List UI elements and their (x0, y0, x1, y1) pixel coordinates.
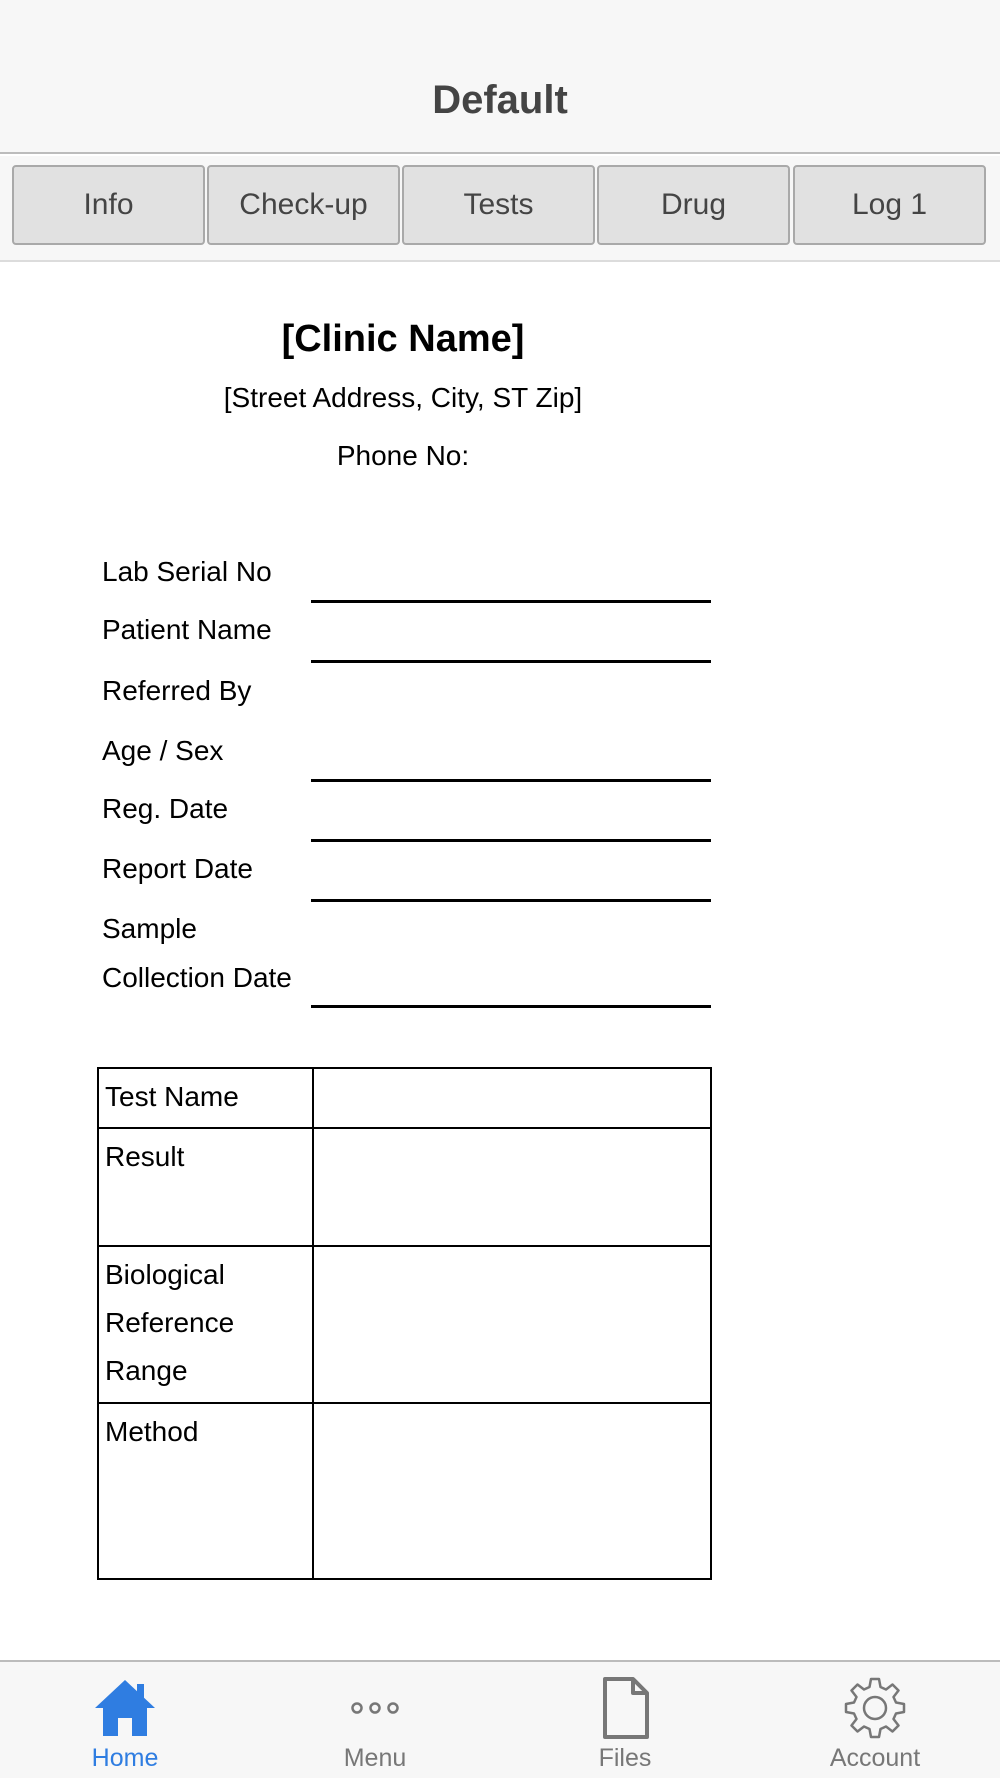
clinic-address: [Street Address, City, ST Zip] (223, 382, 583, 413)
navigation-bar (0, 0, 1000, 154)
result-label: Result (98, 1128, 313, 1246)
sample-collection-date-line[interactable] (311, 1005, 711, 1008)
tab-drug[interactable]: Drug (597, 165, 790, 245)
bio-ref-range-value-cell[interactable] (313, 1246, 711, 1403)
bio-ref-line2: Reference (105, 1307, 235, 1338)
patient-name-line[interactable] (311, 660, 711, 663)
bio-ref-line3: Range (105, 1355, 188, 1386)
bottom-tab-home[interactable] (0, 1662, 250, 1780)
bio-ref-line1: Biological (105, 1259, 225, 1290)
bio-ref-range-label (98, 1246, 313, 1403)
page-title: Default (432, 78, 568, 122)
result-value-cell[interactable] (313, 1128, 711, 1246)
method-label: Method (98, 1403, 313, 1579)
bottom-tab-home-label: Home (91, 1744, 159, 1772)
lab-serial-label: Lab Serial No (102, 556, 272, 587)
table-row (98, 1068, 711, 1128)
clinic-name: [Clinic Name] (281, 318, 525, 360)
report-date-line[interactable] (311, 899, 711, 902)
test-name-value-cell[interactable] (313, 1068, 711, 1128)
clinic-phone-label: Phone No: (336, 440, 470, 471)
bottom-tab-bar (0, 1660, 1000, 1778)
tab-tests[interactable]: Tests (402, 165, 595, 245)
bottom-tab-account[interactable] (750, 1662, 1000, 1780)
reg-date-label: Reg. Date (102, 793, 229, 824)
report-date-label: Report Date (102, 853, 253, 884)
test-name-label: Test Name (98, 1068, 313, 1128)
lab-report-document[interactable] (0, 264, 1000, 1660)
tab-info[interactable]: Info (12, 165, 205, 245)
table-row (98, 1403, 711, 1579)
sample-label-line1: Sample (102, 913, 197, 944)
tab-check-up[interactable]: Check-up (207, 165, 400, 245)
bottom-tab-menu[interactable] (250, 1662, 500, 1780)
tab-log-1[interactable]: Log 1 (793, 165, 986, 245)
patient-name-label: Patient Name (102, 614, 272, 645)
method-value-cell[interactable] (313, 1403, 711, 1579)
bottom-tab-files[interactable] (500, 1662, 750, 1780)
more-icon (343, 1676, 407, 1740)
file-icon (593, 1676, 657, 1740)
gear-icon (843, 1676, 907, 1740)
age-sex-label: Age / Sex (102, 735, 224, 766)
bottom-tab-account-label: Account (829, 1744, 921, 1772)
age-sex-line[interactable] (311, 779, 711, 782)
lab-serial-line[interactable] (311, 600, 711, 603)
bottom-tab-menu-label: Menu (343, 1744, 407, 1772)
referred-by-label: Referred By (102, 675, 252, 706)
bottom-tab-files-label: Files (598, 1744, 652, 1772)
table-row (98, 1128, 711, 1246)
reg-date-line[interactable] (311, 839, 711, 842)
table-row (98, 1246, 711, 1403)
test-results-table (97, 1067, 712, 1580)
home-icon (93, 1676, 157, 1740)
sample-label-line2: Collection Date (102, 962, 292, 993)
tab-strip (0, 156, 1000, 262)
